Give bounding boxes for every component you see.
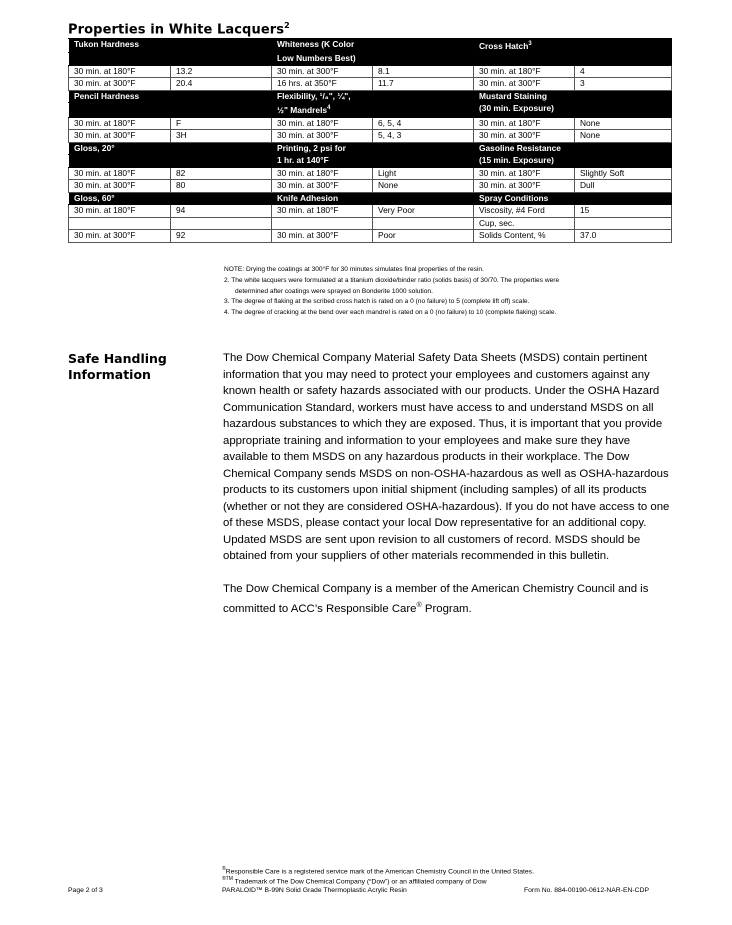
table-header-cell: Gloss, 20° (69, 142, 171, 155)
table-cell: 30 min. at 300°F (474, 130, 575, 143)
table-header-blank (171, 192, 272, 205)
table-cell: 30 min. at 300°F (69, 130, 171, 143)
table-header-cell (69, 155, 171, 168)
table-cell: 30 min. at 180°F (272, 167, 373, 180)
table-cell: Viscosity, #4 Ford (474, 205, 575, 218)
table-cell: 30 min. at 180°F (474, 65, 575, 78)
table-cell (575, 217, 672, 230)
table-row (69, 65, 672, 78)
table-cell: 80 (171, 180, 272, 193)
table-cell: Poor (373, 230, 474, 243)
table-header-cell: Mustard Staining (474, 90, 575, 103)
table-cell: 30 min. at 300°F (474, 180, 575, 193)
form-number: Form No. 884-00190-0612-NAR-EN-CDP (524, 887, 650, 894)
table-header-cell: Spray Conditions (474, 192, 575, 205)
table-header-blank (373, 192, 474, 205)
footnote-responsible-care: ®Responsible Care is a registered service mark of the American Chemistry Council in the United States. (222, 866, 534, 876)
table-row (69, 117, 672, 130)
table-cell: 30 min. at 300°F (272, 230, 373, 243)
note-line: 2. The white lacquers were formulated at a titanium dioxide/binder ratio (solids basis) of 30/70. The properties were (224, 276, 560, 284)
table-cell (171, 217, 272, 230)
table-header-blank (575, 155, 672, 168)
table-header-cell: Flexibility, ¹/₈", ¼", (272, 90, 373, 103)
table-cell: 30 min. at 180°F (69, 205, 171, 218)
table-cell: Dull (575, 180, 672, 193)
note-line: NOTE: Drying the coatings at 300°F for 30 minutes simulates final properties of the resin. (224, 266, 484, 273)
safe-handling-heading: Safe Handling Information (68, 351, 167, 382)
table-header-blank (171, 142, 272, 155)
table-cell: 30 min. at 300°F (69, 230, 171, 243)
page-number: Page 2 of 3 (68, 887, 103, 894)
table-cell: 8.1 (373, 65, 474, 78)
table-cell: 30 min. at 180°F (272, 117, 373, 130)
table-cell (69, 217, 171, 230)
table-row (69, 167, 672, 180)
table-header-cell (474, 53, 575, 66)
table-header-row (69, 53, 672, 66)
table-cell: 16 hrs. at 350°F (272, 78, 373, 91)
table-header-blank (171, 90, 272, 103)
table-cell: 30 min. at 180°F (69, 65, 171, 78)
table-cell: None (575, 130, 672, 143)
table-row (69, 230, 672, 243)
table-cell: 13.2 (171, 65, 272, 78)
table-cell (272, 217, 373, 230)
table-header-blank (575, 90, 672, 103)
table-cell: 30 min. at 300°F (272, 65, 373, 78)
table-header-blank (373, 103, 474, 117)
table-header-blank (575, 53, 672, 66)
table-header-row (69, 103, 672, 117)
table-header-blank (373, 142, 474, 155)
table-header-blank (171, 155, 272, 168)
table-cell: 6, 5, 4 (373, 117, 474, 130)
table-cell: 15 (575, 205, 672, 218)
product-name: PARALOID™ B-99N Solid Grade Thermoplastic Acrylic Resin (222, 887, 407, 894)
table-header-cell: Printing, 2 psi for (272, 142, 373, 155)
table-cell: 92 (171, 230, 272, 243)
table-cell: 30 min. at 300°F (69, 78, 171, 91)
table-header-row (69, 142, 672, 155)
table-header-row (69, 90, 672, 103)
table-cell: 20.4 (171, 78, 272, 91)
table-header-cell (69, 103, 171, 117)
table-header-cell: Gloss, 60° (69, 192, 171, 205)
table-header-cell: Knife Adhesion (272, 192, 373, 205)
table-row (69, 180, 672, 193)
note-line: determined after coatings were sprayed on Bonderite 1000 solution. (235, 287, 433, 295)
table-header-blank (575, 192, 672, 205)
table-header-cell (69, 53, 171, 66)
table-header-cell: Pencil Hardness (69, 90, 171, 103)
footnote-trademark: $^{®TM}$ Trademark of The Dow Chemical Company (“Dow”) or an affiliated company of Dow (222, 876, 487, 886)
safe-handling-body (223, 350, 673, 633)
table-header-cell: 1 hr. at 140°F (272, 155, 373, 168)
table-cell: 94 (171, 205, 272, 218)
table-cell: 3H (171, 130, 272, 143)
table-row (69, 130, 672, 143)
table-cell: 30 min. at 180°F (69, 167, 171, 180)
table-notes (224, 265, 559, 319)
table-header-cell: Low Numbers Best) (272, 53, 373, 66)
properties-table (68, 38, 672, 243)
table-header-blank (575, 39, 672, 53)
table-header-blank (373, 39, 474, 53)
table-cell: 30 min. at 180°F (272, 205, 373, 218)
acc-paragraph: The Dow Chemical Company is a member of the American Chemistry Council and is committed to ACC’s Responsible Care® Program. (223, 583, 649, 615)
table-cell: 30 min. at 180°F (69, 117, 171, 130)
table-cell: Light (373, 167, 474, 180)
table-cell: 30 min. at 300°F (272, 130, 373, 143)
table-header-blank (171, 39, 272, 53)
table-cell: Very Poor (373, 205, 474, 218)
table-cell: Slightly Soft (575, 167, 672, 180)
table-row (69, 217, 672, 230)
msds-paragraph: The Dow Chemical Company Material Safety Data Sheets (MSDS) contain pertinent information that you may need to protect your employees and customers against any known health or safety hazards associated with our products. Under the OSHA Hazard Communication Standard, workers must have access to and understand MSDS on all hazardous substances to which they are exposed. Thus, it is important that you provide appropriate training and information to your employees and make sure they have available to them MSDS on any hazardous products in their workplace. The Dow Chemical Company sends MSDS on non-OSHA-hazardous as well as OSHA-hazardous products to its customers upon initial shipment (including samples) of all its products (whether or not they are considered OSHA-hazardous). If you do not have access to one of these MSDS, please contact your local Dow representative for an additional copy. Updated MSDS are sent upon revision to all customers of record. MSDS should be obtained from your suppliers of other materials recommended in this bulletin. (223, 352, 670, 562)
table-cell: 30 min. at 180°F (474, 117, 575, 130)
table-header-blank (373, 53, 474, 66)
table-header-cell: Tukon Hardness (69, 39, 171, 53)
table-cell: None (373, 180, 474, 193)
table-header-cell: (15 min. Exposure) (474, 155, 575, 168)
table-cell: 11.7 (373, 78, 474, 91)
table-cell (373, 217, 474, 230)
table-cell: 82 (171, 167, 272, 180)
note-line: 4. The degree of cracking at the bend over each mandrel is rated on a 0 (no failure) to 10 (complete flaking) scale. (224, 309, 557, 317)
table-row (69, 205, 672, 218)
table-cell: Solids Content, % (474, 230, 575, 243)
table-cell: 37.0 (575, 230, 672, 243)
table-cell: 30 min. at 300°F (272, 180, 373, 193)
table-header-row (69, 192, 672, 205)
table-header-cell: Cross Hatch$^3$ (474, 39, 575, 53)
table-cell: None (575, 117, 672, 130)
table-header-blank (373, 155, 474, 168)
table-header-cell: Gasoline Resistance (474, 142, 575, 155)
table-header-row (69, 39, 672, 53)
table-header-blank (171, 53, 272, 66)
table-cell: 30 min. at 300°F (474, 78, 575, 91)
table-cell: 4 (575, 65, 672, 78)
table-cell: 5, 4, 3 (373, 130, 474, 143)
table-header-blank (575, 142, 672, 155)
table-cell: 30 min. at 180°F (474, 167, 575, 180)
section-title: Properties in White Lacquers$^2$ (68, 21, 290, 38)
table-header-blank (575, 103, 672, 117)
table-header-cell: (30 min. Exposure) (474, 103, 575, 117)
table-header-row (69, 155, 672, 168)
table-cell: F (171, 117, 272, 130)
table-row (69, 78, 672, 91)
table-cell: Cup, sec. (474, 217, 575, 230)
note-line: 3. The degree of flaking at the scribed cross hatch is rated on a 0 (no failure) to 5 (complete lift off) scale. (224, 298, 530, 306)
table-header-cell: ½" Mandrels$^4$ (272, 103, 373, 117)
table-header-cell: Whiteness (K Color (272, 39, 373, 53)
table-header-blank (373, 90, 474, 103)
table-cell: 30 min. at 300°F (69, 180, 171, 193)
table-cell: 3 (575, 78, 672, 91)
table-header-blank (171, 103, 272, 117)
